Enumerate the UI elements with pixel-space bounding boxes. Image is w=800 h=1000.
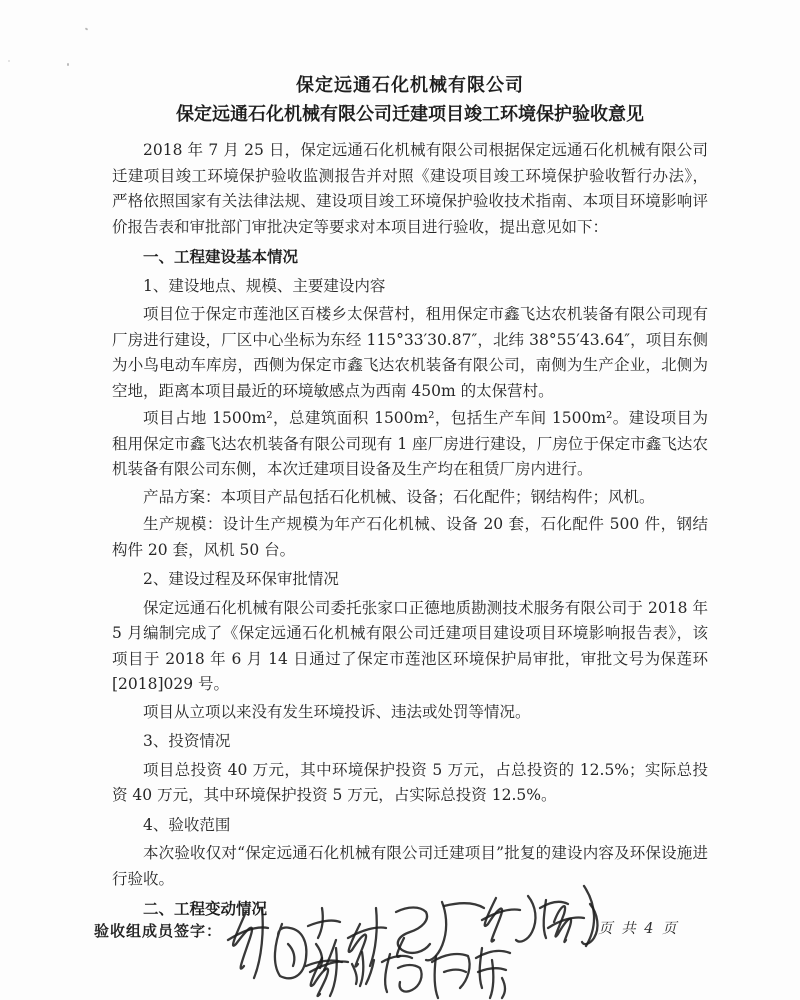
scan-speck	[8, 60, 10, 62]
section-heading-1: 一、工程建设基本情况	[143, 247, 299, 266]
document-body	[112, 72, 708, 925]
section-heading-2: 二、工程变动情况	[143, 899, 268, 918]
signature-yan-qing	[432, 948, 510, 998]
subsection-1-1: 1、建设地点、规模、主要建设内容	[143, 276, 386, 295]
paragraph-investment: 项目总投资 40 万元，其中环境保护投资 5 万元，占总投资的 12.5%；实际总投资 40 万元，其中环境保护投资 5 万元，占实际总投资 12.5%。	[112, 760, 708, 804]
subsection-1-2: 2、建设过程及环保审批情况	[143, 570, 339, 588]
paragraph-location: 项目位于保定市莲池区百楼乡太保营村，租用保定市鑫飞达农机装备有限公司现有厂房进行建设，厂区中心坐标为东经 115°33′30.87″，北纬 38°55′43.64″，项目东侧为小鸟电动车库房，西侧为保定市鑫飞达农机装备有限公司，南侧为生产企业，北侧为空地，距离本项目最近的环境敏感点为西南 450m 的太保营村。	[112, 305, 708, 400]
paragraph-building-area: 项目占地 1500m²，总建筑面积 1500m²，包括生产车间 1500m²。建设项目为租用保定市鑫飞达农机装备有限公司现有 1 座厂房进行建设，厂房位于保定市鑫飞达农机装备有限公司东侧，本次迁建项目设备及生产均在租赁厂房内进行。	[112, 409, 708, 478]
intro-paragraph: 2018 年 7 月 25 日，保定远通石化机械有限公司根据保定远通石化机械有限公司迁建项目竣工环境保护验收监测报告并对照《建设项目竣工环境保护验收暂行办法》，严格依照国家有关法律法规、建设项目竣工环境保护验收技术指南、本项目环境影响评价报告表和审批部门审批决定等要求对本项目进行验收，提出意见如下：	[112, 141, 708, 236]
doc-subtitle: 保定远通石化机械有限公司迁建项目竣工环境保护验收意见	[176, 104, 644, 125]
paragraph-eia-approval: 保定远通石化机械有限公司委托张家口正德地质勘测技术服务有限公司于 2018 年 5 月编制完成了《保定远通石化机械有限公司迁建项目建设项目环境影响报告表》，该项目于 2018 年 6 月 14 日通过了保定市莲池区环境保护局审批，审批文号为保莲环[2018]029 号。	[112, 598, 708, 693]
subsection-1-4: 4、验收范围	[143, 815, 231, 834]
paragraph-no-complaints: 项目从立项以来没有发生环境投诉、违法或处罚等情况。	[143, 702, 531, 721]
paragraph-products: 产品方案：本项目产品包括石化机械、设备；石化配件；钢结构件；风机。	[143, 487, 655, 506]
paragraph-scale: 生产规模：设计生产规模为年产石化机械、设备 20 套，石化配件 500 件，钢结构件 20 套，风机 50 台。	[112, 515, 708, 559]
scan-speck	[85, 27, 89, 30]
paragraph-scope: 本次验收仅对“保定远通石化机械有限公司迁建项目”批复的建设内容及环保设施进行验收。	[112, 844, 708, 888]
signature-label: 验收组成员签字：	[94, 922, 223, 940]
scan-speck	[67, 63, 69, 66]
page-number-note: 页 共 4 页	[598, 921, 679, 937]
signature-yang-xiaojuan	[310, 948, 422, 996]
doc-title: 保定远通石化机械有限公司	[296, 75, 524, 96]
subsection-1-3: 3、投资情况	[143, 732, 231, 750]
